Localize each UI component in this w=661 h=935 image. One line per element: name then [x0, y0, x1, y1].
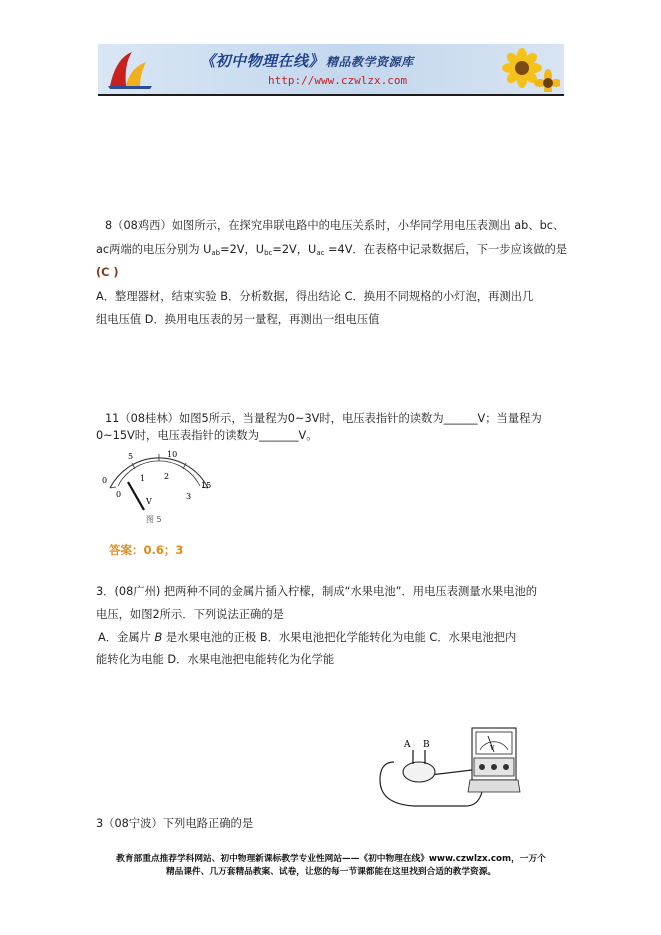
- meter-needle: [128, 482, 144, 510]
- q11-line-2: 0~15V时，电压表指针的读数为_______V。: [96, 429, 318, 442]
- q3-guangzhou-line-3: A．金属片 B 是水果电池的正极 B．水果电池把化学能转化为电能 C．水果电池把内: [98, 631, 517, 644]
- metal-plate-b-label: B: [423, 740, 430, 750]
- lower-scale-label-1: 1: [140, 474, 146, 483]
- sunflower-icon: [500, 46, 560, 92]
- q11-line-1: 11（08桂林）如图5所示，当量程为0~3V时，电压表指针的读数为______V；当量程为: [105, 412, 542, 425]
- q3-ningbo-line-1: 3（08宁波）下列电路正确的是: [96, 817, 254, 830]
- q3-guangzhou-line-4: 能转化为电能 D．水果电池把电能转化为化学能: [96, 653, 335, 666]
- voltmeter-v-glyph: V: [490, 745, 495, 752]
- metal-plate-a-label: A: [404, 740, 411, 750]
- site-logo-icon: [106, 48, 154, 90]
- upper-scale-label-10: 10: [167, 450, 178, 459]
- lower-scale-label-0: 0: [116, 490, 122, 499]
- q3-guangzhou-line-1: 3．(08广州) 把两种不同的金属片插入柠檬，制成“水果电池”．用电压表测量水果电池的: [96, 585, 538, 598]
- site-title: 《初中物理在线》 精品教学资源库: [200, 52, 414, 70]
- q8-answer: (C ): [96, 266, 119, 279]
- q8-options-line-2: 组电压值 D．换用电压表的另一量程，再测出一组电压值: [96, 313, 380, 326]
- figure-5-caption: 图 5: [146, 515, 162, 524]
- q11-answer: 答案：0.6；3: [109, 543, 184, 557]
- upper-scale-label-0: 0: [102, 476, 108, 485]
- lower-scale-label-2: 2: [164, 472, 170, 481]
- header-banner: [98, 44, 564, 94]
- footer-line-2: 精品课件、几万套精品教案、试卷，让您的每一节课都能在这里找到合适的教学资源。: [165, 867, 497, 877]
- fruit-battery-figure: [374, 720, 524, 812]
- q8-line-1: 8（08鸡西）如图所示，在探究串联电路中的电压关系时，小华同学用电压表测出 ab、bc、: [105, 219, 565, 232]
- page-footer: [96, 853, 566, 879]
- meter-unit-label: V: [146, 497, 152, 506]
- upper-scale-label-15: 15: [201, 481, 212, 490]
- q8-line-2: ac两端的电压分别为 $U_{ab}=2V$，$U_{bc}=2V$，$U_{ac} =4V$．在表格中记录数据后，下一步应该做的是: [96, 243, 568, 257]
- q8-options-line-1: A．整理器材，结束实验 B．分析数据，得出结论 C．换用不同规格的小灯泡，再测出几: [96, 290, 534, 303]
- voltmeter-figure: [96, 446, 218, 528]
- header-divider: [98, 94, 564, 96]
- upper-scale-label-5: 5: [128, 452, 134, 461]
- footer-line-1: 教育部重点推荐学科网站、初中物理新课标教学专业性网站——《初中物理在线》www.czwlzx.com，一万个: [116, 854, 546, 864]
- site-url: http://www.czwlzx.com: [268, 74, 408, 87]
- q3-guangzhou-line-2: 电压，如图2所示．下列说法正确的是: [96, 608, 284, 621]
- lower-scale-label-3: 3: [186, 492, 192, 501]
